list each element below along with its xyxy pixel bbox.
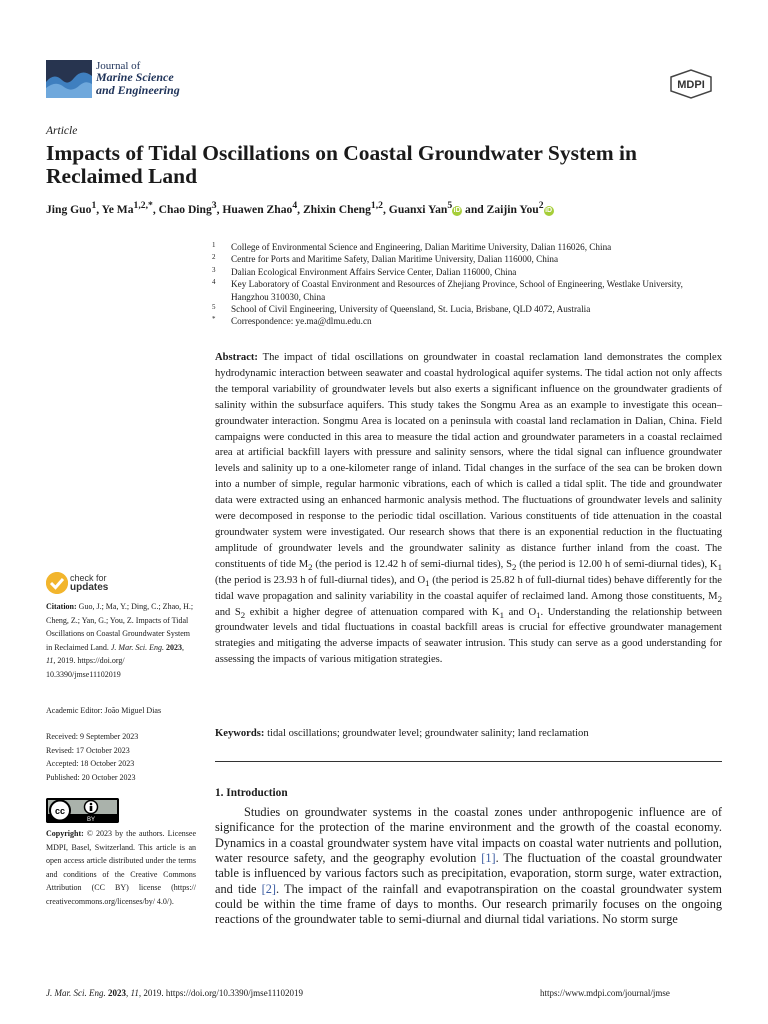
author-name[interactable]: Zhixin Cheng xyxy=(302,203,371,216)
affiliation-list xyxy=(212,241,722,328)
citation-journal: J. Mar. Sci. Eng. xyxy=(110,642,164,652)
published-date: Published: 20 October 2023 xyxy=(46,772,136,782)
check-for-updates-line2[interactable]: updates xyxy=(70,582,109,593)
abstract xyxy=(215,350,722,668)
affiliation-item xyxy=(212,315,722,327)
affiliation-number: 1 xyxy=(212,241,216,249)
section-divider xyxy=(215,761,722,762)
citation-doi: , 2019. https://doi.org/ 10.3390/jmse11102019 xyxy=(46,656,125,679)
subscript: 2 xyxy=(308,561,313,572)
svg-text:cc: cc xyxy=(54,806,66,816)
author-affiliation-marker: 2 xyxy=(538,200,544,212)
affiliation-text: Centre for Ports and Maritime Safety, Dalian Maritime University, Dalian 116000, China xyxy=(231,254,559,265)
abstract-text: The impact of tidal oscillations on groundwater in coastal reclamation land demonstrates the complex hydrodynamic interaction between seawater and coastal hydrological aquifer systems. The tidal action not only affects the temporal variability of groundwater levels but also exerts a significant influence on the groundwater gradients of salinity within the subsurface aquifers. This study takes the Songmu Area as an example to investigate this ocean–groundwater interaction. Songmu Area is located on a peninsula with coastal land reclamation in Dalian, China. Field campaigns were conducted in this area to measure the tidal action and groundwater parameters in a coastal reclaimed area at artificial backfill layers with pressure and salinity sensors, where the tidal signal can influence groundwater levels and salinity up to a one-kilometer range of inland. Tidal changes in the surface of the sea can be broken down into a number of simple, regular harmonic vibrations, each of which is called a tidal split. The tide and groundwater data were extracted using an enhanced harmonic analysis method. The fluctuations of groundwater levels and salinity were decomposed in response to the periodic tidal oscillation. Various constituents of tide attenuation in the coastal groundwater system were investigated. Our research shows that there is an exponential reduction in the fluctuating amplitude of groundwater levels and the groundwater salinity as distance further inland from the coast. The constituents of tide M xyxy=(215,352,722,570)
footer-journal: J. Mar. Sci. Eng. xyxy=(46,988,106,998)
mdpi-logo-icon xyxy=(665,69,717,99)
cc-by-license-icon[interactable] xyxy=(46,798,119,823)
citation-link[interactable]: [2] xyxy=(261,881,276,896)
abstract-text: . Understanding the relationship between groundwater levels and tidal fluctuations in coastal backfill areas is crucial for effective groundwater management strategies and mitigating the adverse impacts of seawater intrusion. This study can serve as a good understanding for assessing the impacts of various mitigation strategies. xyxy=(215,606,722,666)
orcid-icon[interactable]: iD xyxy=(453,207,461,214)
author-affiliation-marker: 4 xyxy=(292,200,298,212)
keywords-label: Keywords: xyxy=(215,728,265,739)
affiliation-number: 5 xyxy=(212,303,216,312)
abstract-text: and O xyxy=(504,606,537,618)
affiliation-number: * xyxy=(212,315,216,324)
author-affiliation-marker: 1,2 xyxy=(370,200,383,212)
footer-doi: , 2019. https://doi.org/10.3390/jmse11102019 xyxy=(138,988,304,998)
cc-by-label: BY xyxy=(86,817,96,823)
citation-label: Citation: xyxy=(46,602,77,611)
body-text: . The fluctuation of the coastal groundwater table is influenced by various factors such as precipitation, evaporation, storm surge, water extraction, and tide xyxy=(215,851,722,896)
author-name[interactable]: Huawen Zhao xyxy=(222,203,293,216)
publication-dates xyxy=(46,730,206,784)
affiliation-text: Dalian Ecological Environment Affairs Service Center, Dalian 116000, China xyxy=(231,266,517,277)
abstract-text: (the period is 23.93 h of full-diurnal tides), and O xyxy=(215,574,426,586)
section-heading: 1. Introduction xyxy=(215,787,288,799)
keywords xyxy=(215,728,722,739)
author-affiliation-marker: 1,2,* xyxy=(133,200,153,212)
affiliation-number: 2 xyxy=(212,253,216,262)
journal-name-prefix: Journal of xyxy=(96,60,141,72)
subscript: 1 xyxy=(717,561,722,572)
keywords-text: tidal oscillations; groundwater level; groundwater salinity; land reclamation xyxy=(267,728,589,739)
affiliation-item xyxy=(212,253,722,265)
article-type: Article xyxy=(46,125,78,137)
affiliation-number: 3 xyxy=(212,265,216,274)
subscript: 1 xyxy=(425,577,430,588)
body-text: . The impact of the rainfall and evapotranspiration on the coastal groundwater system could be within the time frame of days to months. Our research primarily focuses on the ongoing reactions of the groundwater table to semi-diurnal and diurnal tidal variations. No storm surge xyxy=(215,881,722,927)
journal-name xyxy=(96,71,180,97)
journal-logo-icon xyxy=(46,60,92,98)
abstract-text: (the period is 12.42 h of semi-diurnal tides), S xyxy=(312,558,512,570)
author-affiliation-marker: 5 xyxy=(447,200,453,212)
journal-name-line1: Marine Science xyxy=(96,70,174,84)
author-list: Jing Guo$^1$, Ye $Ma^{1,2,*}$, Chao Ding$^3$, Huawen Zhao$^4$, Zhixin Cheng$^{1,2}$, Guanxi Yan$^5$ iD and Zaijin You$^2$ iD xyxy=(46,200,553,216)
author-name[interactable]: Ye Ma xyxy=(101,203,134,216)
abstract-text: exhibit a higher degree of attenuation compared with K xyxy=(245,606,500,618)
affiliation-text: Correspondence: ye.ma@dlmu.edu.cn xyxy=(231,316,372,327)
author-name[interactable]: Zaijin You xyxy=(486,203,539,216)
affiliation-text: College of Environmental Science and Engineering, Dalian Maritime University, Dalian 116026, China xyxy=(231,242,612,252)
copyright-label: Copyright: xyxy=(46,829,84,838)
affiliation-item xyxy=(212,241,722,253)
affiliation-item xyxy=(212,278,722,303)
footer-volume: 11 xyxy=(130,988,139,998)
affiliation-item xyxy=(212,266,722,278)
intro-paragraph xyxy=(215,805,722,928)
affiliation-text: School of Civil Engineering, University of Queensland, St. Lucia, Brisbane, QLD 4072, Australia xyxy=(231,304,591,315)
copyright-block xyxy=(46,827,196,909)
copyright-text: © 2023 by the authors. Licensee MDPI, Basel, Switzerland. This article is an open access article distributed under the terms and conditions of the Creative Commons Attribution (CC BY) license (https:// creativecommons.org/licenses/by/ 4.0/). xyxy=(46,829,197,906)
subscript: 1 xyxy=(536,609,541,620)
subscript: 2 xyxy=(717,593,722,604)
affiliation-item xyxy=(212,303,722,315)
author-affiliation-marker: 1 xyxy=(91,200,97,212)
author-name[interactable]: Chao Ding xyxy=(158,203,212,216)
abstract-label: Abstract: xyxy=(215,352,258,363)
citation-link[interactable]: [1] xyxy=(481,851,496,866)
citation-block: Citation: Guo, J.; Ma, Y.; Ding, C.; Zhao, H.; Cheng, Z.; Yan, G.; You, Z. Impacts of Tidal Oscillations on Coastal Groundwater System in Reclaimed Land. J. Mar. Sci. Eng. 2023, 11, 2019. https://doi.org/ 10.3390/jmse11102019 xyxy=(46,602,194,679)
author-name[interactable]: Jing Guo xyxy=(46,203,92,216)
publisher-name: MDPI xyxy=(677,79,705,91)
journal-name-line2: and Engineering xyxy=(96,83,180,97)
received-date: Received: 9 September 2023 xyxy=(46,732,139,741)
abstract-text: and S xyxy=(215,606,241,618)
check-for-updates-icon[interactable] xyxy=(46,572,68,594)
revised-date: Revised: 17 October 2023 xyxy=(46,745,130,755)
orcid-icon[interactable]: iD xyxy=(545,207,553,214)
paper-title: Impacts of Tidal Oscillations on Coastal Groundwater System in Reclaimed Land xyxy=(46,141,637,188)
citation-year: 2023 xyxy=(165,642,182,652)
citation-text: Guo, J.; Ma, Y.; Ding, C.; Zhao, H.; Cheng, Z.; Yan, G.; You, Z. Impacts of Tidal Oscillations on Coastal Groundwater System in Reclaimed Land. xyxy=(46,602,194,652)
body-text: Studies on groundwater systems in the coastal zones under anthropogenic influence are of significance for the protection of the marine environment and the growth of the coastal economy. Dynamics in a coastal groundwater system have vital impacts on coastal water nutrients and pollution, water resource safety, and the geography evolution xyxy=(215,805,722,866)
abstract-text: (the period is 12.00 h of semi-diurnal tides), K xyxy=(516,558,718,570)
accepted-date: Accepted: 18 October 2023 xyxy=(46,759,135,769)
check-for-updates-line1[interactable]: check for xyxy=(70,573,107,583)
citation-volume: 11 xyxy=(46,656,54,666)
author-name[interactable]: Guanxi Yan xyxy=(388,203,448,216)
subscript: 2 xyxy=(511,561,517,572)
affiliation-number: 4 xyxy=(212,278,216,287)
footer-year: 2023 xyxy=(108,988,126,998)
author-affiliation-marker: 3 xyxy=(211,200,217,212)
abstract-text: (the period is 25.82 h of full-diurnal tides) behave differently for the tidal wave propagation and salinity variability in the coastal aquifer of reclaimed land. Among those constituents, M xyxy=(215,574,722,602)
subscript: 2 xyxy=(240,609,246,620)
affiliation-text: Key Laboratory of Coastal Environment and Resources of Zhejiang Province, School of Engineering, Westlake University, Hangzhou 310030, China xyxy=(231,279,683,302)
footer-citation: J. Mar. Sci. Eng. 2023, 11, 2019. https://doi.org/10.3390/jmse11102019 xyxy=(46,988,304,998)
footer-journal-url[interactable]: https://www.mdpi.com/journal/jmse xyxy=(540,988,670,998)
subscript: 1 xyxy=(499,609,505,620)
academic-editor: Academic Editor: João Miguel Dias xyxy=(46,706,162,715)
